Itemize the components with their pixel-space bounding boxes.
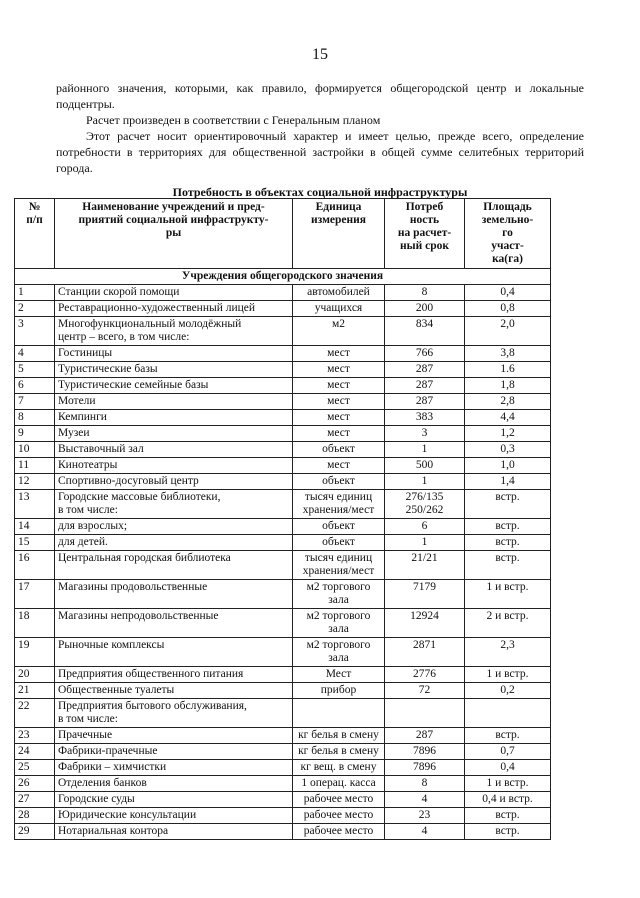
- row-need: 500: [385, 458, 465, 474]
- row-name: для взрослых;: [55, 519, 293, 535]
- row-number: 13: [15, 490, 55, 519]
- row-name: Станции скорой помощи: [55, 285, 293, 301]
- row-need: 1: [385, 474, 465, 490]
- row-number: 20: [15, 667, 55, 683]
- table-title: Потребность в объектах социальной инфраструктуры: [172, 185, 468, 199]
- row-unit: мест: [293, 378, 385, 394]
- row-number: 9: [15, 426, 55, 442]
- row-need: 287: [385, 378, 465, 394]
- row-name: Общественные туалеты: [55, 683, 293, 699]
- table-row: [15, 346, 551, 362]
- row-name: Мотели: [55, 394, 293, 410]
- row-need: 7896: [385, 760, 465, 776]
- table-row: [15, 808, 551, 824]
- paragraph: районного значения, которыми, как правило, формируется общегородской центр и локальные подцентры.: [56, 81, 584, 111]
- table-row: [15, 362, 551, 378]
- row-unit: мест: [293, 458, 385, 474]
- table-row: [15, 317, 551, 346]
- row-need: 7896: [385, 744, 465, 760]
- table-row: [15, 728, 551, 744]
- row-name: Кинотеатры: [55, 458, 293, 474]
- row-unit: мест: [293, 394, 385, 410]
- row-need: 287: [385, 362, 465, 378]
- row-area: 1 и встр.: [465, 667, 551, 683]
- row-unit: [293, 699, 385, 728]
- row-number: 5: [15, 362, 55, 378]
- row-unit: мест: [293, 346, 385, 362]
- row-unit: объект: [293, 474, 385, 490]
- row-name: Центральная городская библиотека: [55, 551, 293, 580]
- table-row: [15, 378, 551, 394]
- row-name: Гостиницы: [55, 346, 293, 362]
- row-number: 3: [15, 317, 55, 346]
- row-number: 29: [15, 824, 55, 840]
- row-need: 2871: [385, 638, 465, 667]
- row-need: 6: [385, 519, 465, 535]
- row-unit: тысяч единиц хранения/мест: [293, 551, 385, 580]
- row-name: Юридические консультации: [55, 808, 293, 824]
- row-name: Рыночные комплексы: [55, 638, 293, 667]
- row-area: 2 и встр.: [465, 609, 551, 638]
- row-need: 8: [385, 285, 465, 301]
- table-row: [15, 824, 551, 840]
- row-area: встр.: [465, 490, 551, 519]
- row-need: [385, 699, 465, 728]
- row-need: 4: [385, 824, 465, 840]
- row-unit: объект: [293, 535, 385, 551]
- row-area: встр.: [465, 808, 551, 824]
- table-header-row: [15, 199, 551, 269]
- table-row: [15, 301, 551, 317]
- row-number: 12: [15, 474, 55, 490]
- row-unit: кг белья в смену: [293, 744, 385, 760]
- row-name: Магазины продовольственные: [55, 580, 293, 609]
- table-row: [15, 551, 551, 580]
- row-unit: учащихся: [293, 301, 385, 317]
- row-name: Многофункциональный молодёжный центр – всего, в том числе:: [55, 317, 293, 346]
- row-area: 1 и встр.: [465, 776, 551, 792]
- header-name: Наименование учреждений и пред- приятий социальной инфраструкту- ры: [55, 199, 293, 269]
- row-name: Туристические семейные базы: [55, 378, 293, 394]
- row-area: 1,8: [465, 378, 551, 394]
- table-row: [15, 490, 551, 519]
- row-number: 18: [15, 609, 55, 638]
- table-row: [15, 744, 551, 760]
- row-area: 0,2: [465, 683, 551, 699]
- row-area: 1,2: [465, 426, 551, 442]
- row-area: встр.: [465, 535, 551, 551]
- row-number: 22: [15, 699, 55, 728]
- table-row: [15, 776, 551, 792]
- row-need: 1: [385, 535, 465, 551]
- row-number: 6: [15, 378, 55, 394]
- row-area: 4,4: [465, 410, 551, 426]
- row-number: 25: [15, 760, 55, 776]
- table-row: [15, 667, 551, 683]
- row-name: Нотариальная контора: [55, 824, 293, 840]
- table-row: [15, 609, 551, 638]
- row-need: 834: [385, 317, 465, 346]
- row-number: 23: [15, 728, 55, 744]
- row-area: 1,0: [465, 458, 551, 474]
- row-unit: тысяч единиц хранения/мест: [293, 490, 385, 519]
- row-name: Кемпинги: [55, 410, 293, 426]
- table-row: [15, 458, 551, 474]
- table-row: [15, 580, 551, 609]
- header-area: Площадь земельно- го участ- ка(га): [465, 199, 551, 269]
- table-row: [15, 285, 551, 301]
- row-area: встр.: [465, 551, 551, 580]
- row-need: 766: [385, 346, 465, 362]
- row-number: 24: [15, 744, 55, 760]
- row-need: 21/21: [385, 551, 465, 580]
- page-number: 15: [312, 46, 328, 63]
- row-area: 0,4: [465, 760, 551, 776]
- table-row: [15, 792, 551, 808]
- table-row: [15, 760, 551, 776]
- row-unit: кг вещ. в смену: [293, 760, 385, 776]
- row-number: 19: [15, 638, 55, 667]
- row-need: 1: [385, 442, 465, 458]
- row-need: 200: [385, 301, 465, 317]
- social-infrastructure-table: [14, 198, 551, 840]
- row-unit: рабочее место: [293, 792, 385, 808]
- row-unit: рабочее место: [293, 808, 385, 824]
- paragraph: Этот расчет носит ориентировочный характер и имеет целью, прежде всего, определение потребности в территориях для общественной застройки в общей сумме селитебных территорий города.: [56, 129, 584, 175]
- table-row: [15, 535, 551, 551]
- table-row: [15, 394, 551, 410]
- row-area: 2,3: [465, 638, 551, 667]
- row-area: 1.6: [465, 362, 551, 378]
- row-number: 4: [15, 346, 55, 362]
- row-number: 15: [15, 535, 55, 551]
- row-unit: м2: [293, 317, 385, 346]
- row-need: 276/135 250/262: [385, 490, 465, 519]
- row-unit: объект: [293, 442, 385, 458]
- row-unit: м2 торгового зала: [293, 638, 385, 667]
- row-number: 1: [15, 285, 55, 301]
- row-area: 2,0: [465, 317, 551, 346]
- row-name: Магазины непродовольственные: [55, 609, 293, 638]
- section-row: [15, 269, 551, 285]
- row-number: 26: [15, 776, 55, 792]
- row-number: 27: [15, 792, 55, 808]
- row-name: Спортивно-досуговый центр: [55, 474, 293, 490]
- row-unit: Мест: [293, 667, 385, 683]
- row-number: 16: [15, 551, 55, 580]
- row-need: 7179: [385, 580, 465, 609]
- row-name: Городские суды: [55, 792, 293, 808]
- row-name: Предприятия бытового обслуживания, в том числе:: [55, 699, 293, 728]
- table-row: [15, 426, 551, 442]
- row-number: 2: [15, 301, 55, 317]
- row-number: 8: [15, 410, 55, 426]
- row-unit: мест: [293, 410, 385, 426]
- row-unit: объект: [293, 519, 385, 535]
- header-number: № п/п: [15, 199, 55, 269]
- row-name: Фабрики – химчистки: [55, 760, 293, 776]
- row-name: Реставрационно-художественный лицей: [55, 301, 293, 317]
- row-unit: мест: [293, 362, 385, 378]
- row-area: 1,4: [465, 474, 551, 490]
- row-name: Музеи: [55, 426, 293, 442]
- row-unit: м2 торгового зала: [293, 609, 385, 638]
- row-number: 21: [15, 683, 55, 699]
- table-row: [15, 442, 551, 458]
- table-row: [15, 683, 551, 699]
- row-unit: 1 операц. касса: [293, 776, 385, 792]
- row-unit: прибор: [293, 683, 385, 699]
- row-need: 4: [385, 792, 465, 808]
- section-title: Учреждения общегородского значения: [15, 269, 551, 285]
- row-name: для детей.: [55, 535, 293, 551]
- row-area: встр.: [465, 824, 551, 840]
- table-row: [15, 638, 551, 667]
- row-number: 17: [15, 580, 55, 609]
- row-need: 3: [385, 426, 465, 442]
- row-number: 28: [15, 808, 55, 824]
- row-name: Отделения банков: [55, 776, 293, 792]
- row-number: 10: [15, 442, 55, 458]
- row-need: 2776: [385, 667, 465, 683]
- row-need: 72: [385, 683, 465, 699]
- row-area: [465, 699, 551, 728]
- row-area: встр.: [465, 728, 551, 744]
- paragraph: Расчет произведен в соответствии с Генеральным планом: [86, 113, 381, 127]
- row-number: 14: [15, 519, 55, 535]
- row-unit: рабочее место: [293, 824, 385, 840]
- row-area: 2,8: [465, 394, 551, 410]
- row-name: Выставочный зал: [55, 442, 293, 458]
- row-area: 3,8: [465, 346, 551, 362]
- table-row: [15, 410, 551, 426]
- row-number: 11: [15, 458, 55, 474]
- header-need: Потреб ность на расчет- ный срок: [385, 199, 465, 269]
- row-name: Предприятия общественного питания: [55, 667, 293, 683]
- row-need: 287: [385, 394, 465, 410]
- row-name: Городские массовые библиотеки, в том числе:: [55, 490, 293, 519]
- row-need: 287: [385, 728, 465, 744]
- row-area: 0,8: [465, 301, 551, 317]
- row-unit: м2 торгового зала: [293, 580, 385, 609]
- row-need: 12924: [385, 609, 465, 638]
- row-area: 1 и встр.: [465, 580, 551, 609]
- row-unit: кг белья в смену: [293, 728, 385, 744]
- row-unit: мест: [293, 426, 385, 442]
- row-number: 7: [15, 394, 55, 410]
- table-row: [15, 519, 551, 535]
- row-area: 0,7: [465, 744, 551, 760]
- row-name: Прачечные: [55, 728, 293, 744]
- table-row: [15, 474, 551, 490]
- row-area: 0,3: [465, 442, 551, 458]
- row-area: 0,4: [465, 285, 551, 301]
- body-text: [56, 80, 584, 176]
- row-name: Туристические базы: [55, 362, 293, 378]
- row-need: 8: [385, 776, 465, 792]
- row-unit: автомобилей: [293, 285, 385, 301]
- table-row: [15, 699, 551, 728]
- row-area: 0,4 и встр.: [465, 792, 551, 808]
- row-need: 383: [385, 410, 465, 426]
- row-area: встр.: [465, 519, 551, 535]
- header-unit: Единица измерения: [293, 199, 385, 269]
- row-need: 23: [385, 808, 465, 824]
- row-name: Фабрики-прачечные: [55, 744, 293, 760]
